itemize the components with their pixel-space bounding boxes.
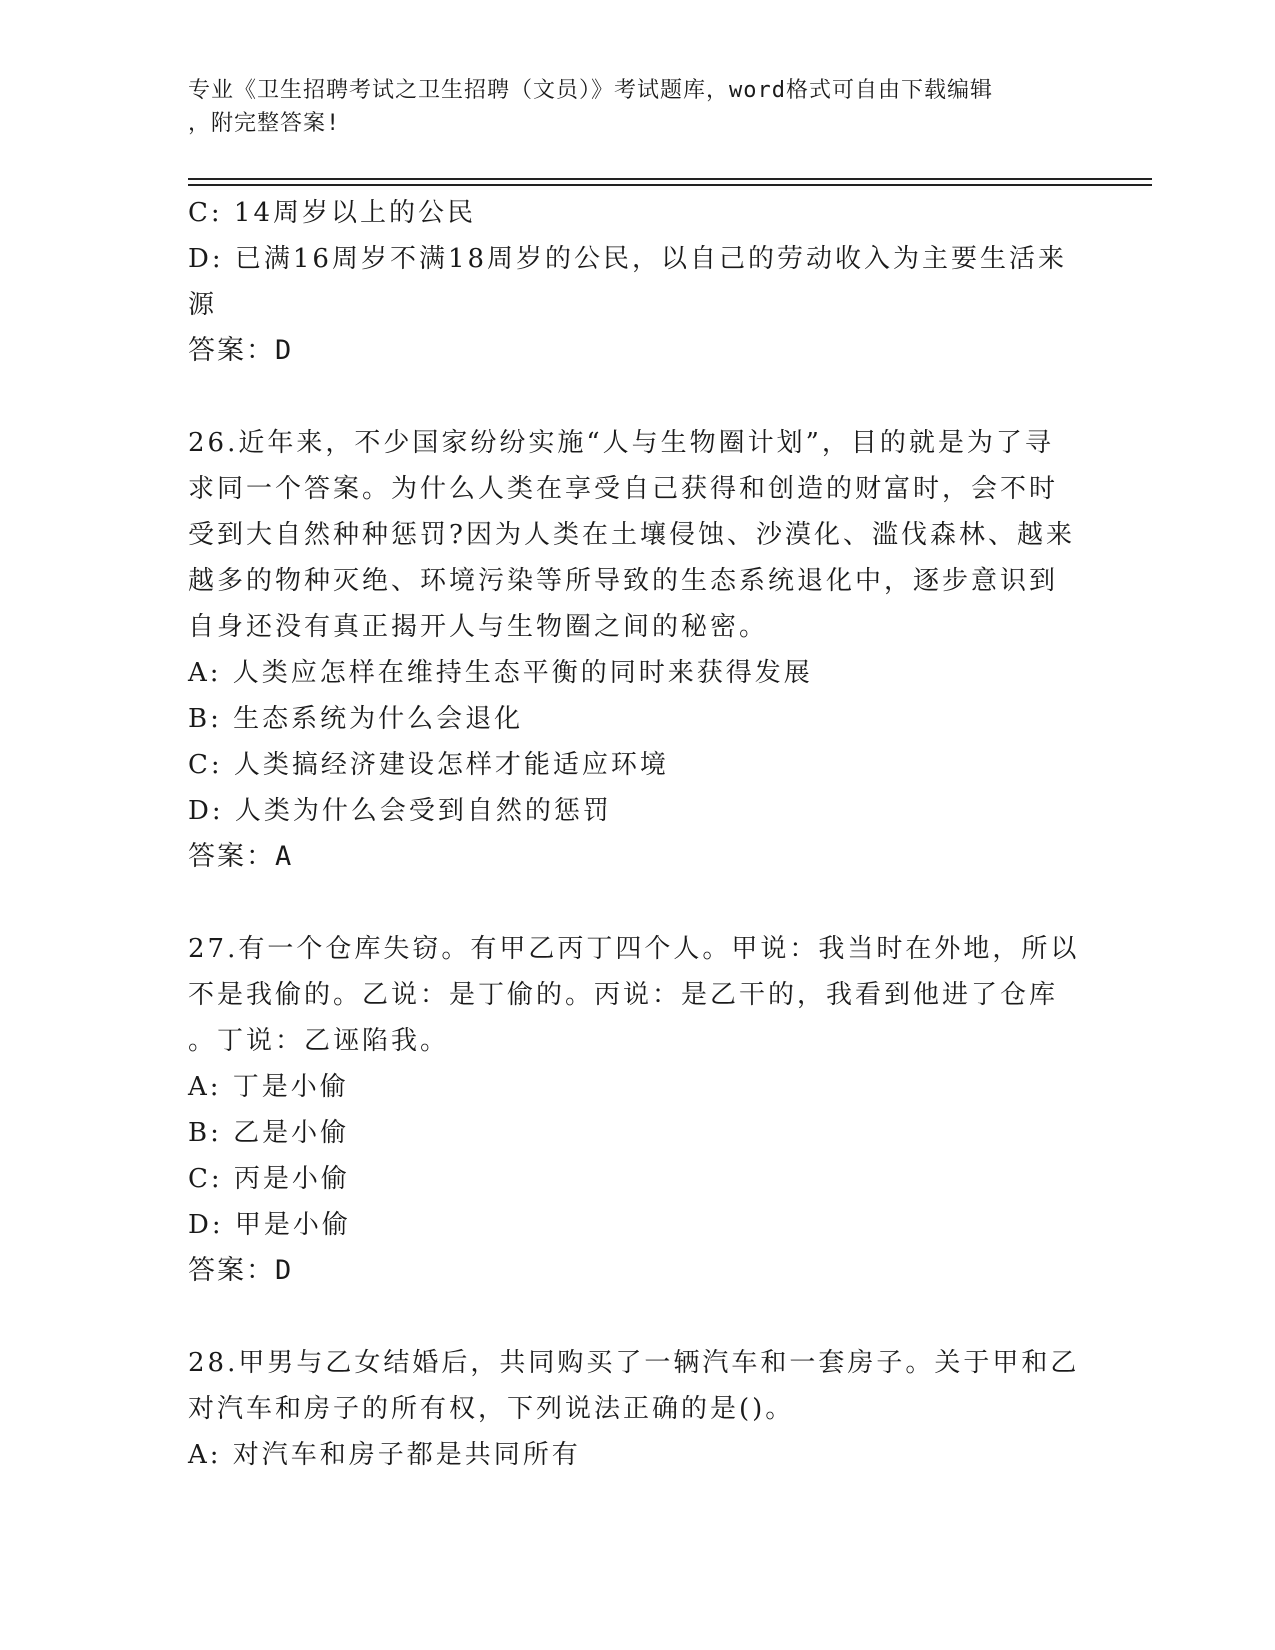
header-line-1: 专业《卫生招聘考试之卫生招聘（文员）》考试题库，word格式可自由下载编辑 — [188, 78, 993, 103]
q26-stem-line-1: 26.近年来，不少国家纷纷实施“人与生物圈计划”，目的就是为了寻 — [188, 428, 1054, 458]
q27-option-d: D: 甲是小偷 — [188, 1210, 351, 1240]
q25-answer: 答案：D — [188, 335, 294, 366]
page-header — [188, 74, 1078, 140]
q25-option-d-line-2: 源 — [188, 290, 218, 320]
question-28 — [188, 1340, 1088, 1478]
q26-option-d: D: 人类为什么会受到自然的惩罚 — [188, 796, 612, 826]
header-divider-bottom — [188, 184, 1152, 186]
q26-stem-line-5: 自身还没有真正揭开人与生物圈之间的秘密。 — [188, 612, 769, 642]
q27-stem-line-2: 不是我偷的。乙说：是丁偷的。丙说：是乙干的，我看到他进了仓库 — [188, 980, 1059, 1010]
q26-stem-line-4: 越多的物种灭绝、环境污染等所导致的生态系统退化中，逐步意识到 — [188, 566, 1059, 596]
q26-option-c: C: 人类搞经济建设怎样才能适应环境 — [188, 750, 669, 780]
q25-option-d-line-1: D: 已满16周岁不满18周岁的公民，以自己的劳动收入为主要生活来 — [188, 244, 1068, 274]
q28-stem-line-2: 对汽车和房子的所有权，下列说法正确的是()。 — [188, 1394, 795, 1424]
header-line-2: ，附完整答案! — [188, 111, 341, 136]
q27-option-c: C: 丙是小偷 — [188, 1164, 350, 1194]
question-content — [188, 190, 1088, 1478]
q26-option-a: A: 人类应怎样在维持生态平衡的同时来获得发展 — [188, 658, 813, 688]
header-divider-top — [188, 178, 1152, 180]
q25-option-c: C: 14周岁以上的公民 — [188, 198, 477, 228]
q27-answer: 答案：D — [188, 1255, 294, 1286]
q27-stem-line-3: 。丁说：乙诬陷我。 — [188, 1026, 450, 1056]
q26-answer: 答案：A — [188, 841, 294, 872]
q28-option-a: A: 对汽车和房子都是共同所有 — [188, 1440, 581, 1470]
q27-option-b: B: 乙是小偷 — [188, 1118, 350, 1148]
q26-option-b: B: 生态系统为什么会退化 — [188, 704, 524, 734]
q26-stem-line-2: 求同一个答案。为什么人类在享受自己获得和创造的财富时，会不时 — [188, 474, 1059, 504]
q27-option-a: A: 丁是小偷 — [188, 1072, 349, 1102]
q26-stem-line-3: 受到大自然种种惩罚?因为人类在土壤侵蚀、沙漠化、滥伐森林、越来 — [188, 520, 1075, 550]
question-25 — [188, 190, 1088, 374]
q28-stem-line-1: 28.甲男与乙女结婚后，共同购买了一辆汽车和一套房子。关于甲和乙 — [188, 1348, 1080, 1378]
question-27 — [188, 926, 1088, 1294]
question-26 — [188, 420, 1088, 880]
q27-stem-line-1: 27.有一个仓库失窃。有甲乙丙丁四个人。甲说：我当时在外地，所以 — [188, 934, 1080, 964]
